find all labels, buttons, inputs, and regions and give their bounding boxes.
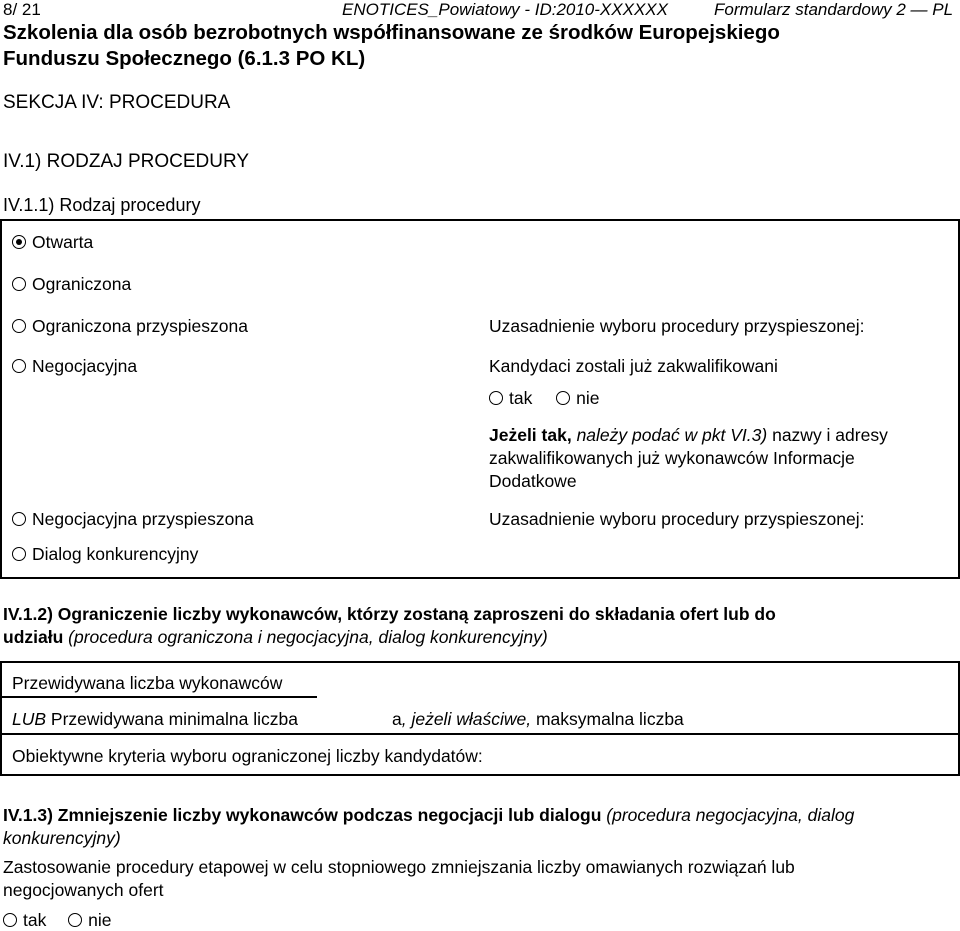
radio-icon[interactable]: [489, 391, 503, 405]
staged-procedure-answer: [3, 910, 111, 931]
iv12-heading-line2: udziału (procedura ograniczona i negocjacyjna, dialog konkurencyjny): [3, 627, 548, 647]
option-dialog-konkurencyjny[interactable]: Dialog konkurencyjny: [12, 544, 198, 565]
option-negocjacyjna[interactable]: Negocjacyjna: [12, 356, 137, 377]
qualified-question: Kandydaci zostali już zakwalifikowani: [489, 356, 778, 376]
radio-icon[interactable]: [12, 512, 26, 526]
staged-procedure-text-1: Zastosowanie procedury etapowej w celu stopniowego zmniejszania liczby omawianych rozwiązań lub: [3, 857, 795, 877]
radio-icon[interactable]: [12, 319, 26, 333]
qualified-note-line3: Dodatkowe: [489, 471, 577, 491]
qualified-note: Jeżeli tak, należy podać w pkt VI.3) nazwy i adresy: [489, 425, 888, 445]
justification-label-1: Uzasadnienie wyboru procedury przyspieszonej:: [489, 316, 865, 336]
iv13-heading-line1: IV.1.3) Zmniejszenie liczby wykonawców podczas negocjacji lub dialogu (procedura negocjacyjna, dialog: [3, 805, 855, 825]
page-number: 8/ 21: [3, 0, 41, 19]
qualified-note-line2: zakwalifikowanych już wykonawców Informacje: [489, 448, 855, 468]
option-ograniczona-przyspieszona[interactable]: Ograniczona przyspieszona: [12, 316, 248, 337]
radio-icon[interactable]: [12, 359, 26, 373]
iv12-heading-line1: IV.1.2) Ograniczenie liczby wykonawców, którzy zostaną zaproszeni do składania ofert lub do: [3, 604, 776, 624]
notice-title-line1: Szkolenia dla osób bezrobotnych współfinansowane ze środków Europejskiego: [3, 21, 780, 44]
max-number-label: a, jeżeli właściwe, maksymalna liczba: [392, 709, 684, 729]
no-label: nie: [576, 388, 600, 408]
section-heading: SEKCJA IV: PROCEDURA: [3, 92, 231, 113]
document-id: ENOTICES_Powiatowy - ID:2010-XXXXXX: [342, 0, 668, 19]
radio-icon[interactable]: [68, 913, 82, 927]
justification-label-2: Uzasadnienie wyboru procedury przyspieszonej:: [489, 509, 865, 529]
no-label: nie: [88, 910, 112, 930]
option-negocjacyjna-przyspieszona[interactable]: Negocjacyjna przyspieszona: [12, 509, 254, 530]
form-name: Formularz standardowy 2 — PL: [714, 0, 954, 19]
qualified-answer: [489, 388, 599, 409]
radio-selected-icon[interactable]: [12, 235, 26, 249]
radio-icon[interactable]: [12, 547, 26, 561]
subsection-heading: IV.1) RODZAJ PROCEDURY: [3, 151, 249, 172]
expected-number-label: Przewidywana liczba wykonawców: [12, 673, 283, 693]
iv11-heading: IV.1.1) Rodzaj procedury: [3, 195, 201, 215]
iv13-heading-line2: konkurencyjny): [3, 828, 121, 848]
radio-icon[interactable]: [12, 277, 26, 291]
radio-icon[interactable]: [3, 913, 17, 927]
radio-icon[interactable]: [556, 391, 570, 405]
option-ograniczona[interactable]: Ograniczona: [12, 274, 131, 295]
option-otwarta[interactable]: Otwarta: [12, 232, 93, 253]
staged-procedure-text-2: negocjowanych ofert: [3, 880, 164, 900]
min-number-label: LUB Przewidywana minimalna liczba: [12, 709, 298, 729]
limit-candidates-box: [0, 661, 960, 776]
row-divider: [2, 696, 317, 698]
row-divider: [2, 733, 958, 735]
criteria-label: Obiektywne kryteria wyboru ograniczonej liczby kandydatów:: [12, 746, 483, 766]
yes-label: tak: [23, 910, 47, 930]
notice-title-line2: Funduszu Społecznego (6.1.3 PO KL): [3, 47, 366, 70]
yes-label: tak: [509, 388, 533, 408]
procedure-type-box: [0, 219, 960, 579]
